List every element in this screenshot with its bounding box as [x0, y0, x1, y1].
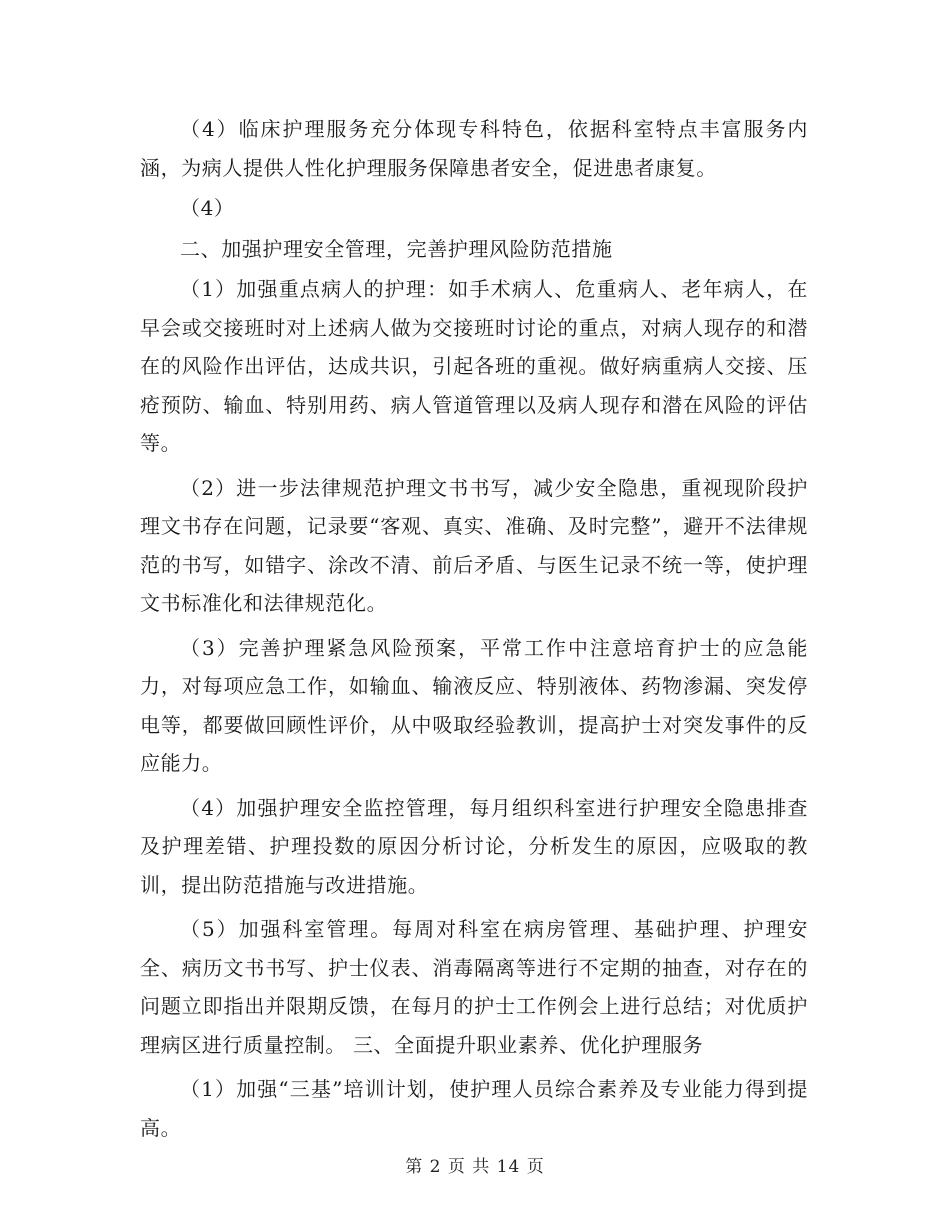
paragraph-key-patients: （1）加强重点病人的护理：如手术病人、危重病人、老年病人，在早会或交接班时对上述病人做为交接班时讨论的重点，对病人现存的和潜在的风险作出评估，达成共识，引起各班的重视。做好病重病人交接、压疮预防、输血、特别用药、病人管道管理以及病人现存和潜在风险的评估等。 — [140, 277, 808, 455]
page-number-footer: 第 2 页 共 14 页 — [405, 1157, 545, 1177]
paragraph-nursing-documents: （2）进一步法律规范护理文书书写，减少安全隐患，重视现阶段护理文书存在问题，记录要“客观、真实、准确、及时完整”，避开不法律规范的书写，如错字、涂改不清、前后矛盾、与医生记录不统一等，使护理文书标准化和法律规范化。 — [140, 475, 808, 615]
section-heading-safety-management: 二、加强护理安全管理，完善护理风险防范措施 — [180, 236, 613, 261]
paragraph-three-basics-training: （1）加强“三基”培训计划，使护理人员综合素养及专业能力得到提高。 — [140, 1077, 808, 1140]
paragraph-item-4-empty: （4） — [180, 196, 235, 220]
paragraph-safety-monitoring: （4）加强护理安全监控管理，每月组织科室进行护理安全隐患排查及护理差错、护理投数的原因分析讨论，分析发生的原因，应吸取的教训，提出防范措施与改进措施。 — [140, 795, 808, 897]
paragraph-emergency-plan: （3）完善护理紧急风险预案，平常工作中注意培育护士的应急能力，对每项应急工作，如输血、输液反应、特别液体、药物渗漏、突发停电等，都要做回顾性评价，从中吸取经验教训，提高护士对突发事件的反应能力。 — [140, 635, 808, 775]
document-body — [140, 110, 808, 1149]
paragraph-clinical-service: （4）临床护理服务充分体现专科特色，依据科室特点丰富服务内涵，为病人提供人性化护理服务保障患者安全，促进患者康复。 — [140, 117, 808, 180]
paragraph-department-management: （5）加强科室管理。每周对科室在病房管理、基础护理、护理安全、病历文书书写、护士仪表、消毒隔离等进行不定期的抽查，对存在的问题立即指出并限期反馈，在每月的护士工作例会上进行总结；对优质护理病区进行质量控制。 三、全面提升职业素养、优化护理服务 — [140, 917, 808, 1057]
